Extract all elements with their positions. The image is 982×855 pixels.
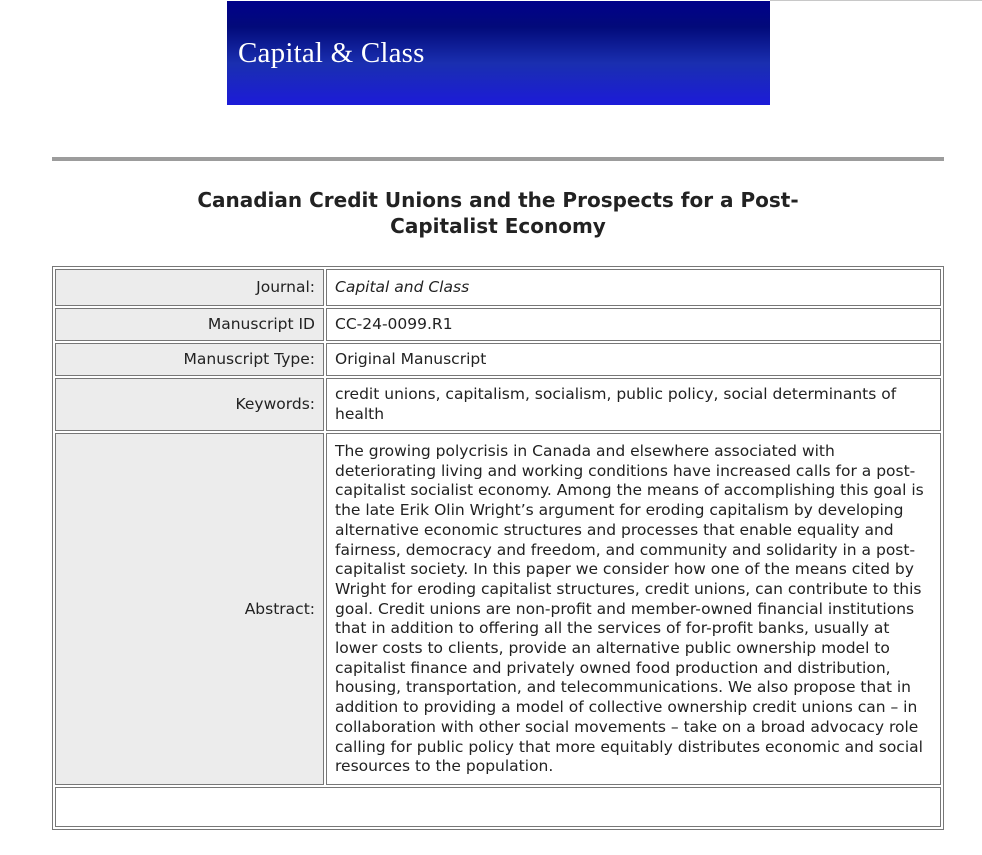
- keywords-value: credit unions, capitalism, socialism, public policy, social determinants of health: [326, 378, 941, 431]
- manuscript-type-label: Manuscript Type:: [55, 343, 324, 376]
- journal-banner: [227, 1, 770, 105]
- abstract-label: Abstract:: [55, 433, 324, 785]
- horizontal-rule: [52, 157, 944, 161]
- manuscript-id-label: Manuscript ID: [55, 308, 324, 341]
- keywords-label: Keywords:: [55, 378, 324, 431]
- manuscript-id-row: [55, 308, 941, 341]
- banner-title: Capital & Class: [238, 37, 425, 69]
- manuscript-type-row: [55, 343, 941, 376]
- manuscript-type-value: Original Manuscript: [326, 343, 941, 376]
- empty-row: [55, 787, 941, 827]
- manuscript-id-value: CC-24-0099.R1: [326, 308, 941, 341]
- empty-cell: [55, 787, 941, 827]
- page-top-border: [770, 0, 982, 1]
- abstract-value: The growing polycrisis in Canada and elsewhere associated with deteriorating living and working conditions have increased calls for a post-capitalist socialist economy. Among the means of accomplishing this goal is the late Erik Olin Wright’s argument for eroding capitalism by developing alternative economic structures and processes that enable equality and fairness, democracy and freedom, and community and solidarity in a post-capitalist society. In this paper we consider how one of the means cited by Wright for eroding capitalist structures, credit unions, can contribute to this goal. Credit unions are non-profit and member-owned financial institutions that in addition to offering all the services of for-profit banks, usually at lower costs to clients, provide an alternative public ownership model to capitalist finance and privately owned food production and distribution, housing, transportation, and telecommunications. We also propose that in addition to providing a model of collective ownership credit unions can – in collaboration with other social movements – take on a broad advocacy role calling for public policy that more equitably distributes economic and social resources to the population.: [326, 433, 941, 785]
- journal-row: [55, 269, 941, 306]
- journal-label: Journal:: [55, 269, 324, 306]
- abstract-row: [55, 433, 941, 785]
- manuscript-metadata-table: [52, 266, 944, 830]
- paper-title: Canadian Credit Unions and the Prospects for a Post-Capitalist Economy: [197, 188, 799, 238]
- journal-value: Capital and Class: [326, 269, 941, 306]
- keywords-row: [55, 378, 941, 431]
